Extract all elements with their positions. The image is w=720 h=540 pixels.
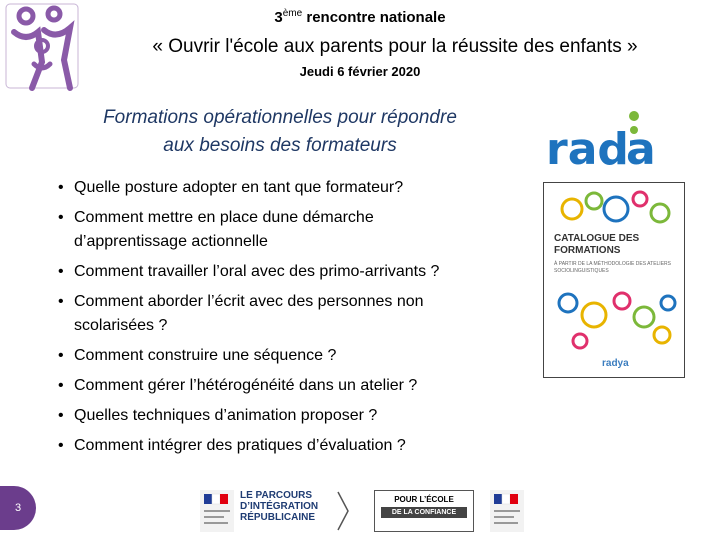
parcours-line-3: RÉPUBLICAINE: [240, 512, 316, 523]
catalogue-brand: radya: [602, 358, 629, 369]
event-ordinal-sup: ème: [282, 8, 303, 19]
list-item: • Comment gérer l’hétérogénéité dans un atelier ?: [58, 374, 548, 398]
subtitle-line-1: Formations opérationnelles pour répondre: [103, 107, 457, 128]
slide-subtitle: [40, 104, 520, 160]
ecole-line-1: POUR L’ÉCOLE: [394, 495, 454, 504]
ecole-line-2: DE LA CONFIANCE: [381, 507, 467, 518]
subtitle-line-2: aux besoins des formateurs: [163, 135, 397, 156]
ministry-logo-2: [490, 490, 524, 532]
chevron-icon: [336, 490, 350, 532]
radya-logo: [544, 108, 684, 178]
list-item: • Quelle posture adopter en tant que formateur?: [58, 176, 548, 200]
event-theme: « Ouvrir l'école aux parents pour la réussite des enfants »: [152, 36, 638, 57]
page-number: 3: [0, 486, 36, 530]
catalogue-subtitle: À PARTIR DE LA MÉTHODOLOGIE DES ATELIERS SOCIOLINGUISTIQUES: [554, 261, 671, 274]
event-title: [0, 8, 720, 26]
parcours-logo: [240, 490, 350, 532]
circles-decoration: [544, 183, 686, 379]
event-title-suffix: rencontre nationale: [302, 9, 446, 26]
list-item: • Comment travailler l’oral avec des primo-arrivants ?: [58, 260, 548, 284]
parcours-line-2: D’INTÉGRATION: [240, 501, 319, 512]
svg-text:a: a: [626, 124, 656, 175]
question-list: [58, 176, 548, 464]
ecole-confiance-logo: [374, 490, 474, 532]
list-item: • Comment construire une séquence ?: [58, 344, 548, 368]
catalogue-cover: [543, 182, 685, 378]
list-item: • Comment aborder l’écrit avec des personnes non scolarisées ?: [58, 290, 548, 338]
event-ordinal: 3: [274, 9, 283, 26]
ministry-logo-1: [200, 490, 234, 532]
list-item: • Comment mettre en place dune démarche d’apprentissage actionnelle: [58, 206, 548, 254]
svg-text:rad: rad: [546, 124, 629, 175]
catalogue-title: CATALOGUE DES FORMATIONS: [554, 233, 640, 256]
list-item: • Quelles techniques d’animation proposer ?: [58, 404, 548, 428]
parcours-line-1: LE PARCOURS: [240, 490, 313, 501]
list-item: • Comment intégrer des pratiques d’évaluation ?: [58, 434, 548, 458]
event-date: Jeudi 6 février 2020: [299, 64, 421, 79]
